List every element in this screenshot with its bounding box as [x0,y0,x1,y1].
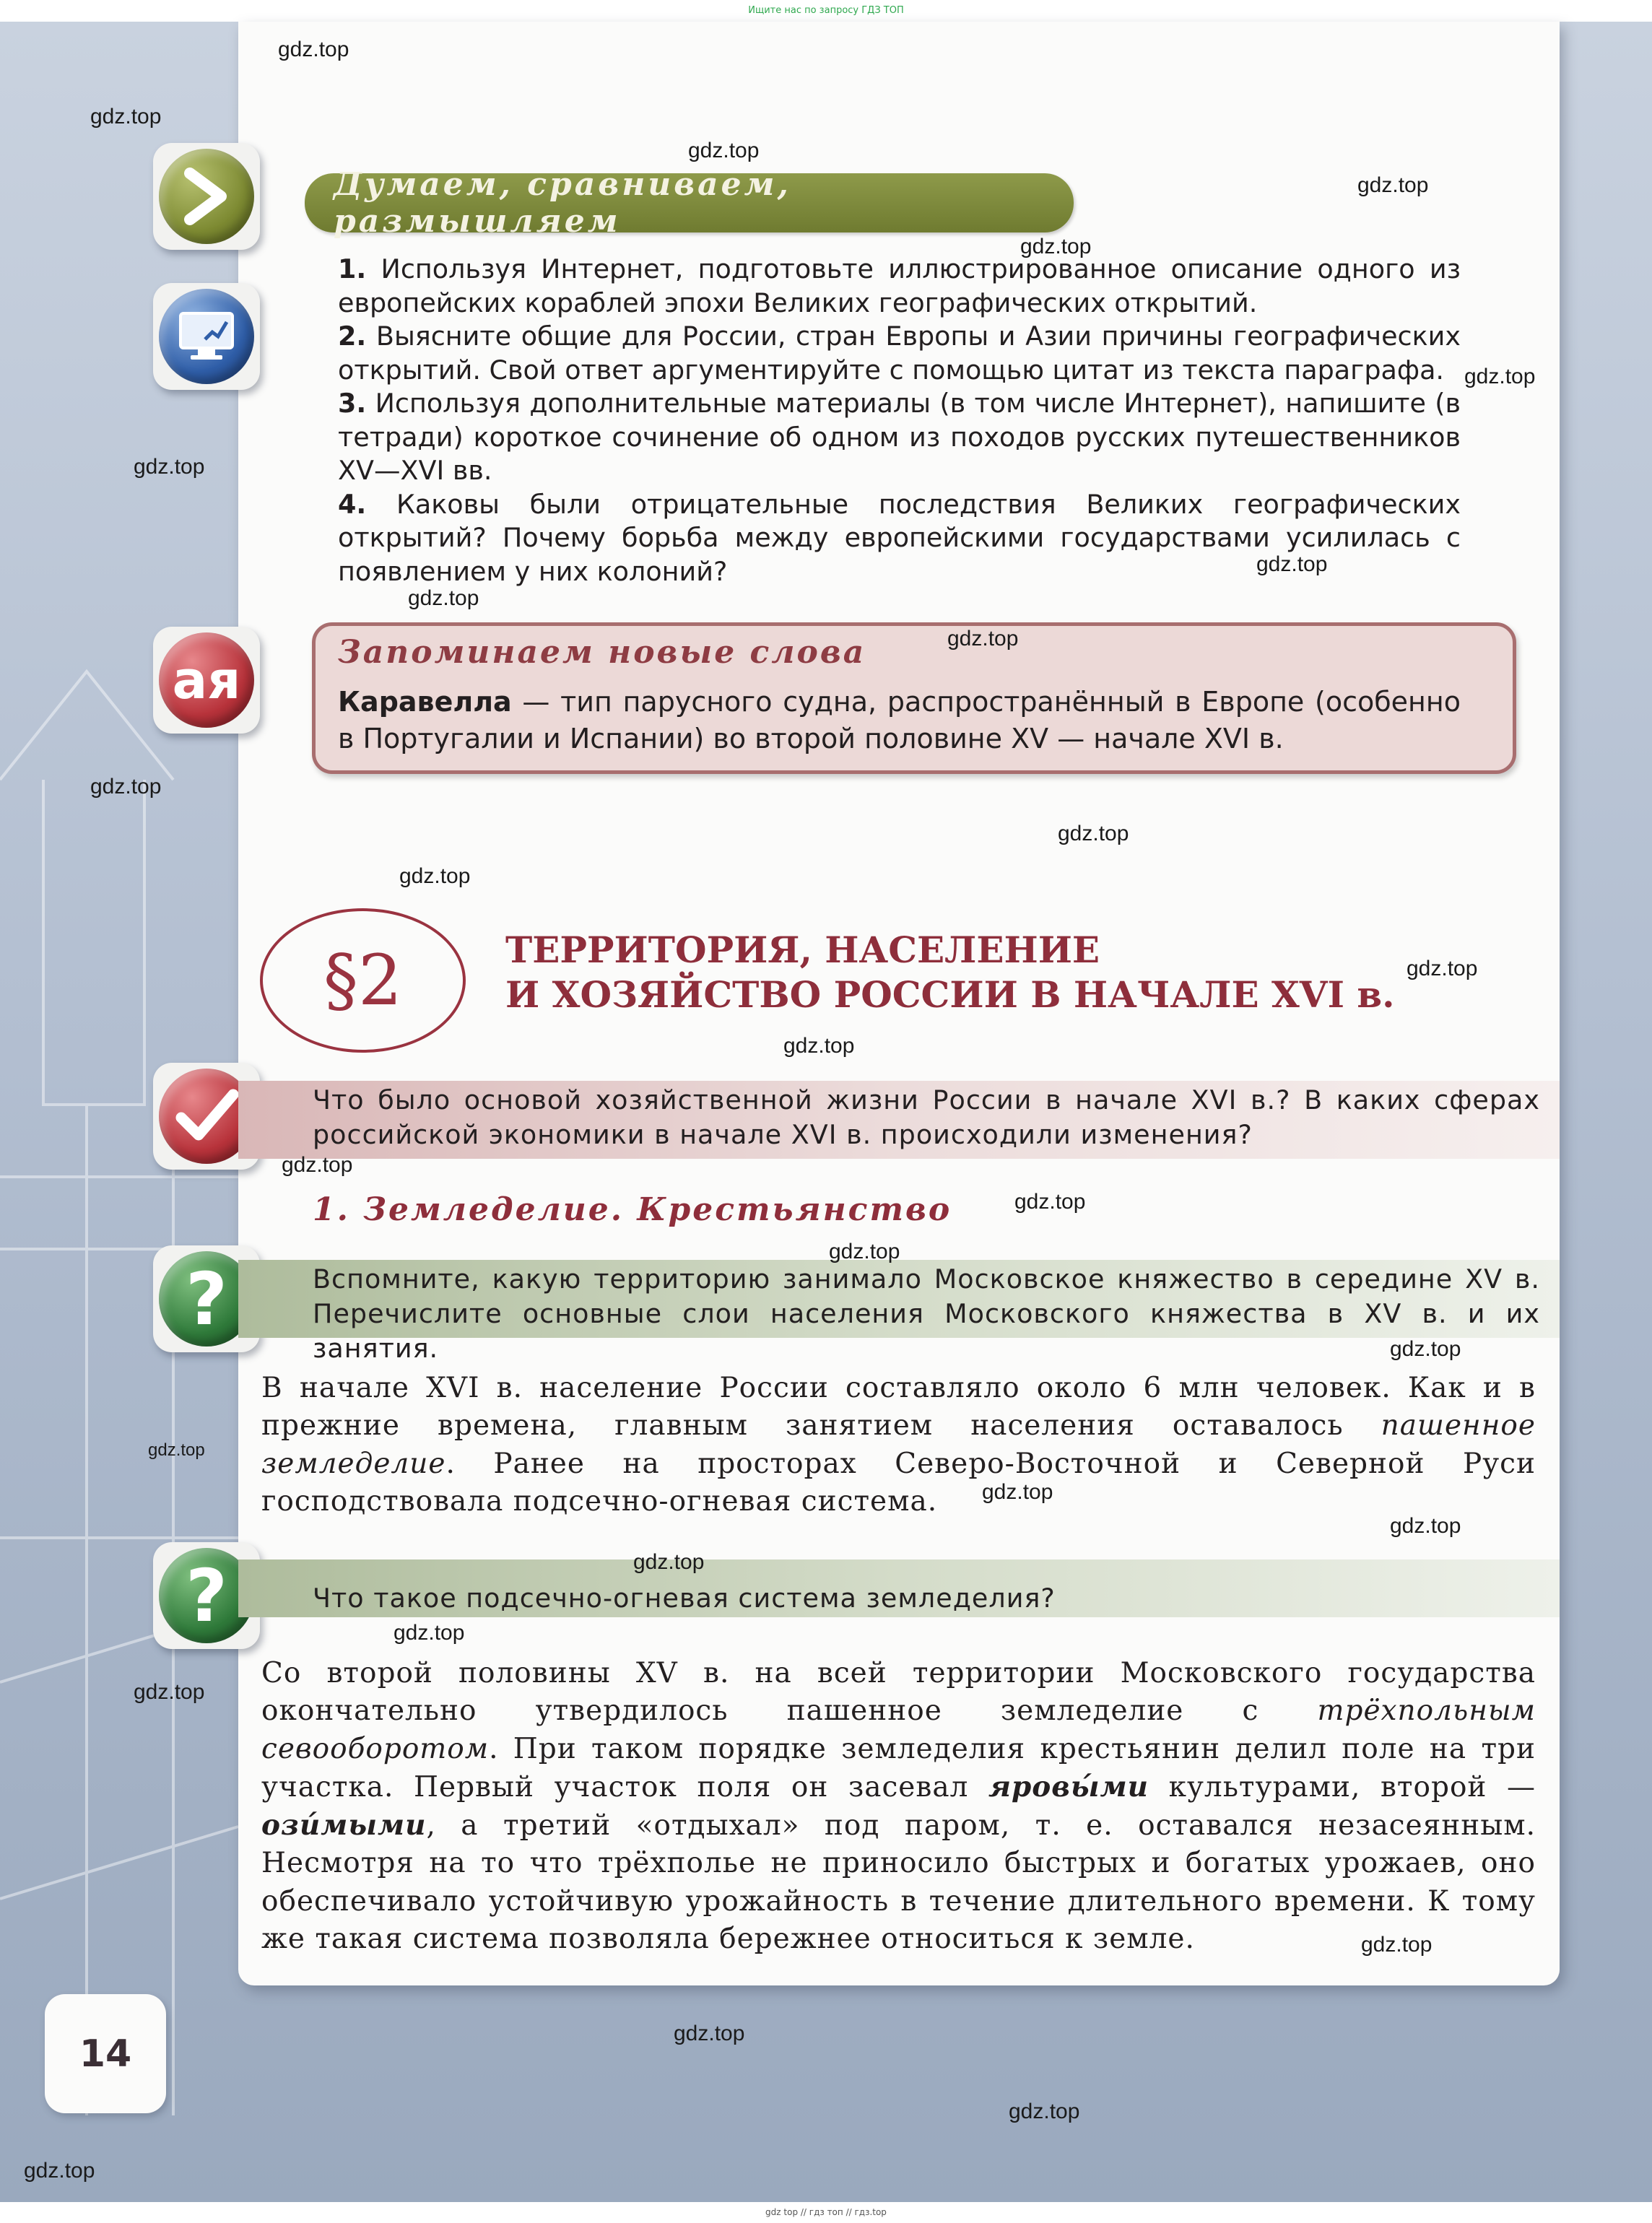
vocab-icon-glyph: ая [172,650,241,710]
body-text-run: . При таком порядке земледелия крестьянин делил поле на три участка. Первый участок поля он засевал [261,1732,1536,1804]
question-2: Что такое подсечно-огневая система земледелия? [313,1583,1056,1614]
watermark: gdz.top [982,1480,1053,1504]
watermark: gdz.top [1407,957,1478,980]
task-item [338,253,1461,320]
arrow-right-icon [159,149,254,244]
task-number: 1. [338,253,367,284]
body-term: пашенное земледелие [261,1409,1536,1480]
task-text: Используя Интернет, подготовьте иллюстрированное описание одного из европейских кораблей эпохи Великих географических открытий. [338,253,1461,318]
task-list [338,253,1461,588]
watermark: gdz.top [1464,365,1536,388]
vocab-definition-text: — тип парусного судна, распространённый в Европе (особенно в Португалии и Испании) во второй половине XV — начале XVI в. [338,686,1461,754]
page-number: 14 [45,1994,166,2113]
body-term: трёхпольным севооборотом [261,1695,1536,1765]
task-item [338,387,1461,488]
watermark: gdz.top [134,455,205,479]
watermark: gdz.top [1390,1514,1461,1538]
watermark: gdz.top [1390,1337,1461,1361]
watermark: gdz.top [278,38,349,61]
watermark: gdz.top [1009,2100,1080,2123]
task-item [338,320,1461,387]
body-text-run: , а третий «отдыхал» под паром, т. е. оставался незасеянным. Несмотря на то что трёхполье не приносило быстрых и богатых урожаев, оно обеспечивало устойчивую урожайность в течение длительного времени. К тому же такая система позволяла бережнее относиться к земле. [261,1809,1536,1956]
watermark: gdz.top [90,105,162,129]
recall-question: Вспомните, какую территорию занимало Московское княжество в середине XV в. Перечислите основные слои населения Московского княжества в XV в. и их занятия. [313,1263,1540,1364]
body-paragraph-1 [261,1370,1536,1521]
task-number: 3. [338,388,367,419]
subsection-title: 1. Земледелие. Крестьянство [313,1191,952,1228]
paragraph-number: §2 [260,908,466,1053]
body-text-run: культурами, второй — [1149,1770,1536,1804]
watermark: gdz.top [134,1680,205,1704]
watermark: gdz.top [1357,173,1429,197]
task-text: Каковы были отрицательные последствия Великих географических открытий? Почему борьба между европейскими государствами усилилась с появлением у них колоний? [338,488,1461,587]
task-number: 2. [338,321,367,352]
paragraph-title [505,928,1444,1017]
vocab-icon-box [153,627,260,734]
watermark: gdz.top [408,586,479,610]
body-text-run: В начале XVI в. население России составляло около 6 млн человек. Как и в прежние времена, главным занятием населения оставалось [261,1372,1536,1443]
watermark: gdz.top [633,1550,705,1574]
watermark: gdz.top [674,2022,745,2045]
watermark: gdz.top [1014,1190,1086,1214]
computer-monitor-icon [159,289,254,384]
watermark: gdz.top [90,775,162,799]
task-number: 4. [338,488,367,520]
question-icon-glyph: ? [185,1553,227,1638]
watermark: gdz.top [24,2159,95,2183]
bottom-banner: gdz top // гдз топ // гдз.top [0,2202,1652,2223]
watermark: gdz.top [829,1240,900,1263]
question-icon-glyph: ? [185,1256,227,1341]
watermark: gdz.top [1361,1933,1433,1957]
letters-a-ya-icon [159,632,254,728]
watermark: gdz.top [1256,552,1328,576]
vocab-definition [338,684,1461,757]
vocab-title: Запоминаем новые слова [338,634,866,671]
paragraph-title-line: ТЕРРИТОРИЯ, НАСЕЛЕНИЕ [505,928,1100,971]
watermark: gdz.top [1058,822,1129,845]
paragraph-title-line: И ХОЗЯЙСТВО РОССИИ В НАЧАЛЕ XVI в. [505,973,1395,1016]
top-banner: Ищите нас по запросу ГДЗ ТОП [0,0,1652,22]
task-text: Выясните общие для России, стран Европы и Азии причины географических открытий. Свой ответ аргументируйте с помощью цитат из текста параграфа. [338,321,1461,386]
body-text-run: . Ранее на просторах Северо-Восточной и Северной Руси господствовала подсечно-огневая система. [261,1447,1536,1518]
body-term: ози́мыми [261,1809,427,1843]
watermark: gdz.top [394,1621,465,1645]
think-icon-box [153,143,260,250]
task-text: Используя дополнительные материалы (в том числе Интернет), напишите (в тетради) короткое сочинение об одном из походов русских путешественников XV—XVI вв. [338,388,1461,486]
section-title: Думаем, сравниваем, размышляем [305,173,1074,232]
watermark: gdz.top [688,139,760,162]
watermark: gdz.top [399,864,471,888]
vocab-term: Каравелла [338,686,512,718]
watermark: gdz.top [282,1153,353,1177]
body-text-run: Со второй половины XV в. на всей территории Московского государства окончательно утвердилось пашенное земледелие с [261,1657,1536,1728]
watermark: gdz.top [783,1034,855,1058]
watermark: gdz.top [148,1440,205,1460]
watermark: gdz.top [1020,235,1092,258]
computer-icon-box [153,283,260,390]
body-paragraph-2 [261,1655,1536,1958]
intro-question: Что было основой хозяйственной жизни России в начале XVI в.? В каких сферах российской экономики в начале XVI в. происходили изменения? [313,1084,1540,1150]
body-term: яровы́ми [988,1770,1149,1804]
watermark: gdz.top [947,627,1019,651]
